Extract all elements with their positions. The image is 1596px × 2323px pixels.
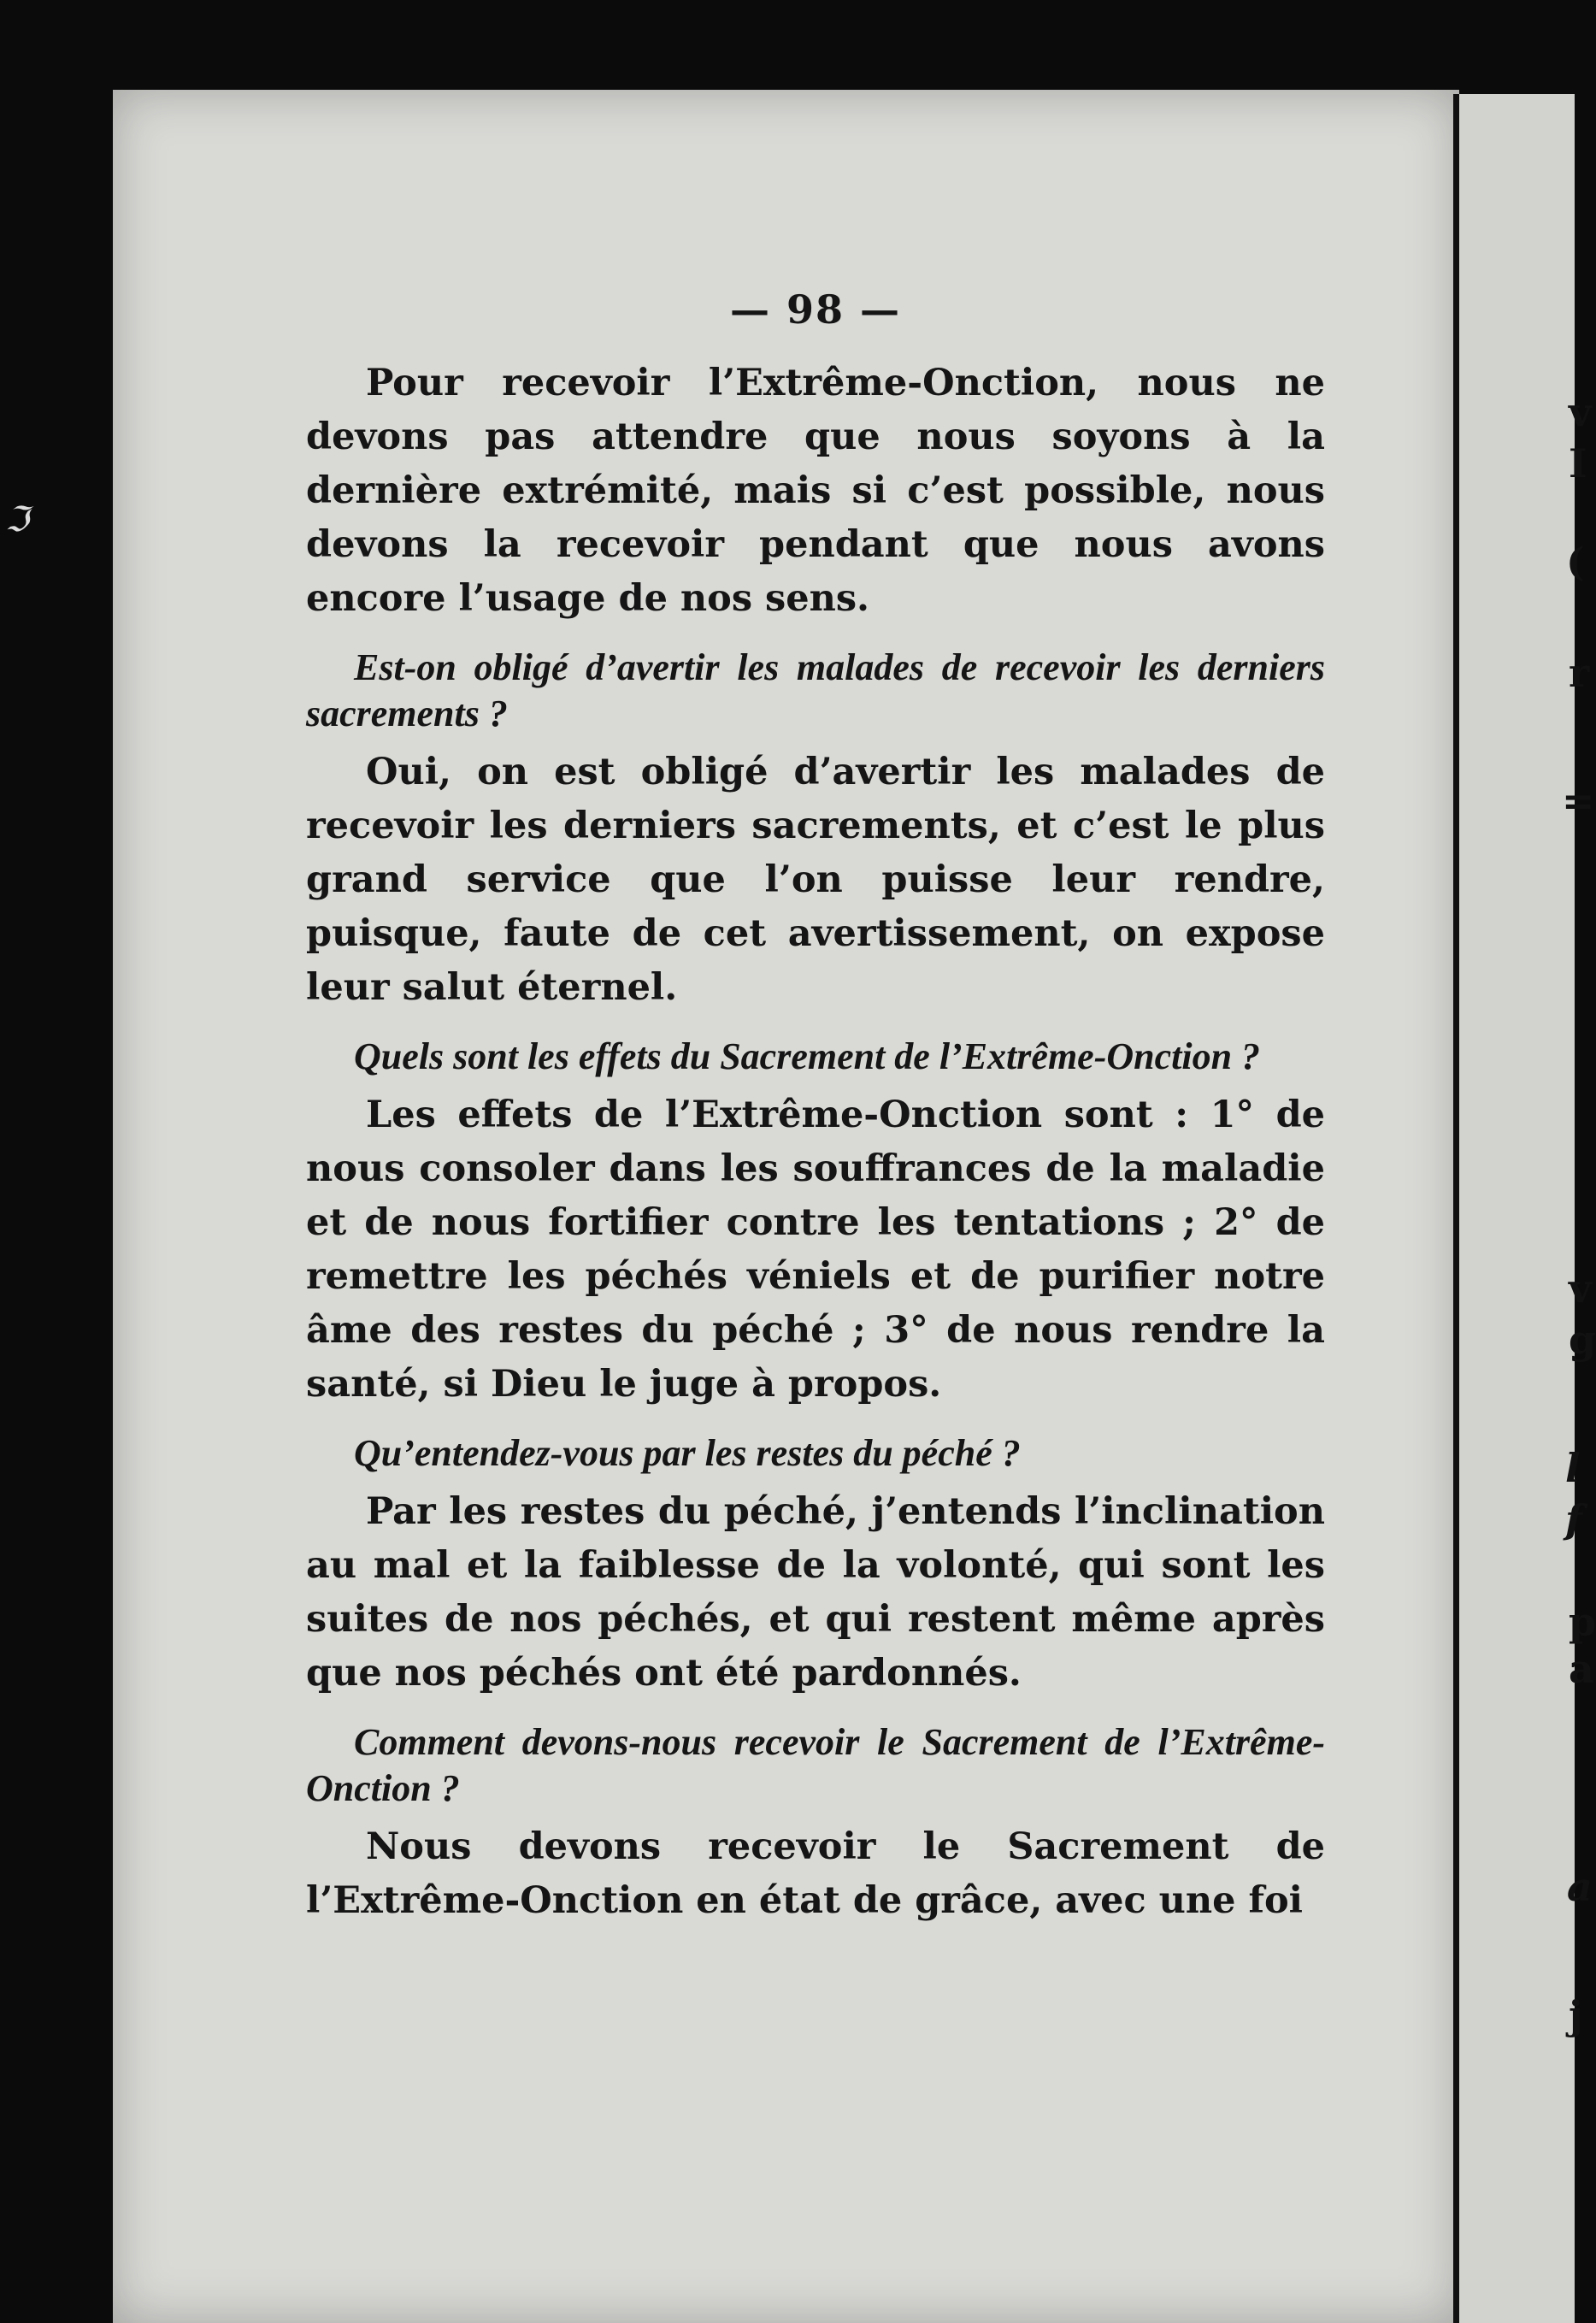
facing-page-glyph: I <box>1569 440 1587 486</box>
page-text <box>306 286 1325 1947</box>
question-heading: Comment devons-nous recevoir le Sacrement de l’Extrême-Onction ? <box>306 1721 1325 1809</box>
facing-page-glyph: a <box>1567 1864 1593 1910</box>
margin-mark: ℑ <box>5 500 29 539</box>
facing-page-glyph: = <box>1562 778 1595 824</box>
facing-page-glyph: f <box>1565 1496 1582 1542</box>
answer-paragraph: Par les restes du péché, j’entends l’inclination au mal et la faiblesse de la volonté, qui sont les suites de nos péchés, et qui restent même après que nos péchés ont été pardonnés. <box>306 1490 1325 1695</box>
page-gutter <box>1453 94 1459 2323</box>
facing-page-glyph: v <box>1569 1265 1592 1312</box>
facing-page-glyph: j <box>1569 1992 1583 2038</box>
question-heading: Qu’entendez-vous par les restes du péché ? <box>354 1432 1021 1474</box>
facing-page-edge <box>1459 94 1596 2323</box>
question-heading: Quels sont les effets du Sacrement de l’Extrême-Onction ? <box>354 1035 1261 1077</box>
answer-paragraph: Nous devons recevoir le Sacrement de l’Extrême-Onction en état de grâce, avec une foi <box>306 1825 1325 1922</box>
answer-paragraph: Pour recevoir l’Extrême-Onction, nous ne devons pas attendre que nous soyons à la dernière extrémité, mais si c’est possible, nous devons la recevoir pendant que nous avons encore l’usage de nos sens. <box>306 362 1325 620</box>
answer-paragraph: Les effets de l’Extrême-Onction sont : 1° de nous consoler dans les souffrances de la maladie et de nous fortifier contre les tentations ; 2° de remettre les péchés véniels et de purifier notre âme des restes du péché ; 3° de nous rendre la santé, si Dieu le juge à propos. <box>306 1094 1325 1406</box>
facing-page-glyph: r <box>1569 650 1590 696</box>
facing-page-glyph: p <box>1569 1599 1596 1645</box>
facing-page-glyph: l <box>1565 1445 1581 1491</box>
question-heading: Est-on obligé d’avertir les malades de recevoir les derniers sacrements ? <box>306 646 1325 734</box>
facing-page-glyph: ( <box>1566 539 1585 585</box>
facing-page-glyph: v <box>1569 389 1592 435</box>
answer-paragraph: Oui, on est obligé d’avertir les malades de recevoir les derniers sacrements, et c’est le plus grand service que l’on puisse leur rendre, puisque, faute de cet avertissement, on expose leur salut éternel. <box>306 751 1325 1009</box>
facing-page-glyph: a <box>1569 1646 1594 1692</box>
page-number: — 98 — <box>729 286 902 333</box>
facing-page-glyph: g <box>1569 1317 1596 1363</box>
